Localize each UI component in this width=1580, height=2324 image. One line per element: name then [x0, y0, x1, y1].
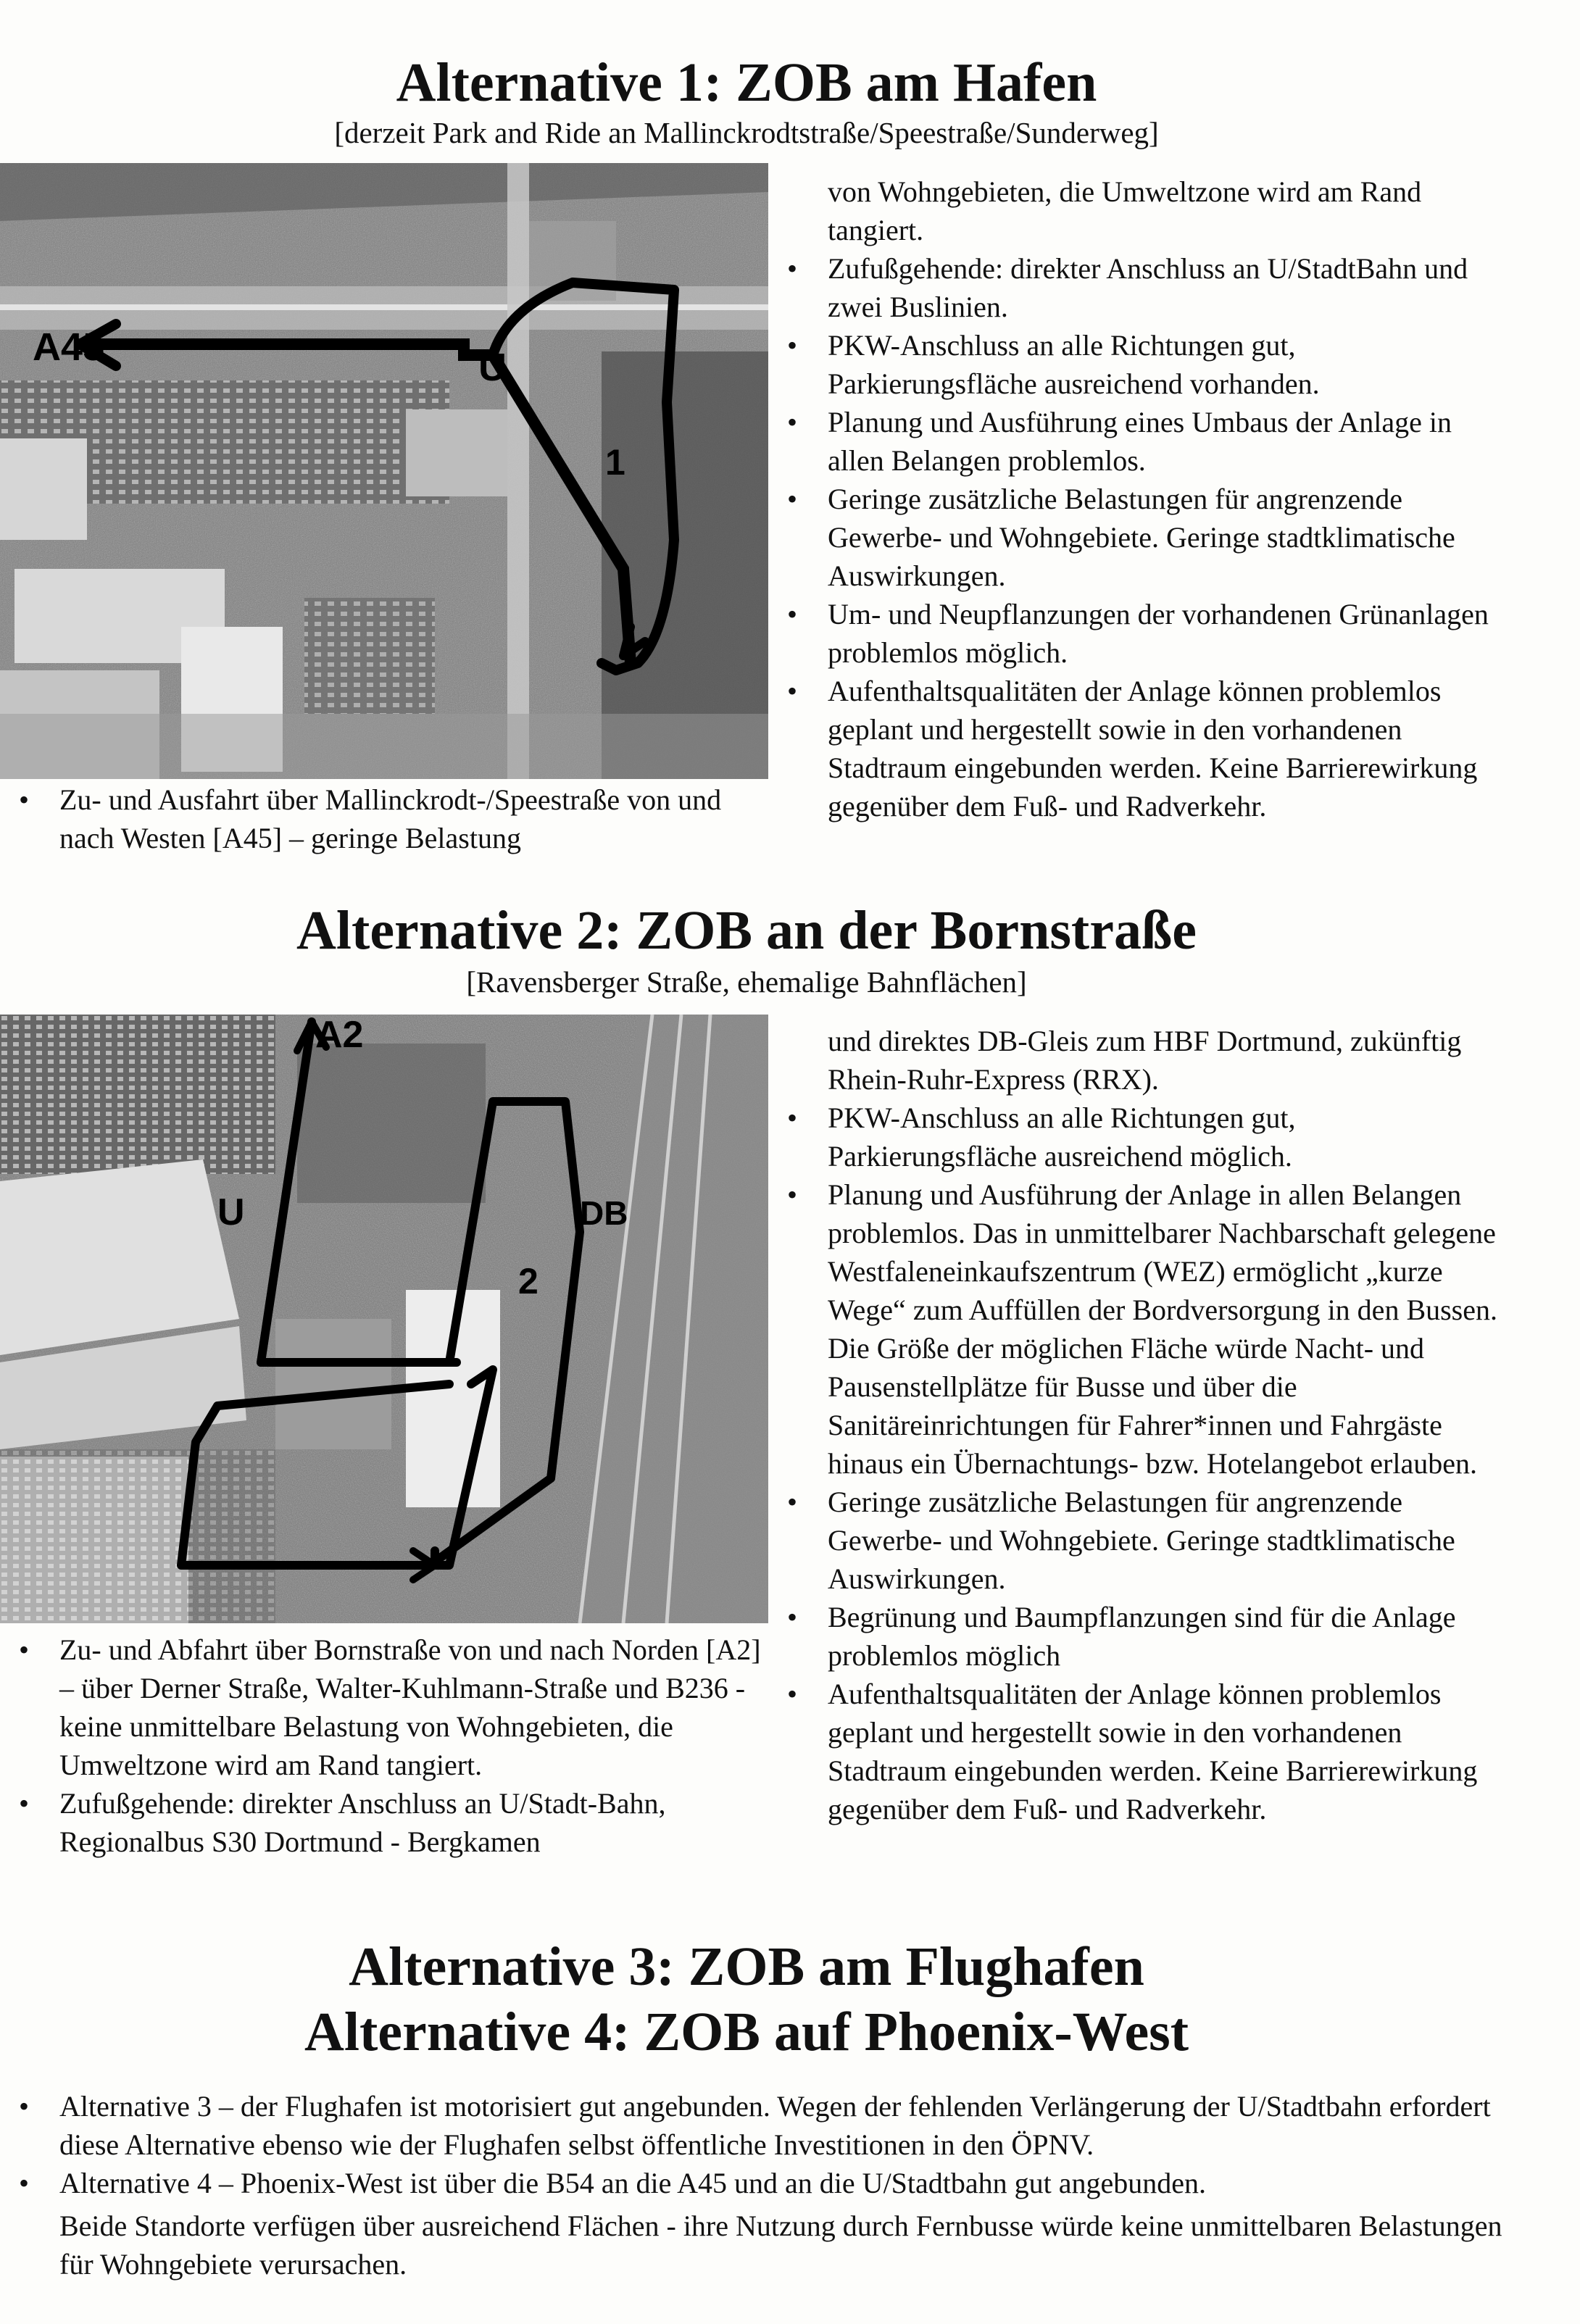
alt2-left-bullet: • Zu- und Abfahrt über Bornstraße von und nach Norden [A2] – über Derner Straße, Walter-Kuhlmann-Straße und B236 - keine unmittelbare Belastung von Wohngebieten, die Umweltzone wird am Rand tangiert. — [7, 1630, 761, 1784]
alt1-subtitle: [derzeit Park and Ride an Mallinckrodtstraße/Speestraße/Sunderweg] — [334, 116, 1159, 149]
alt2-aerial-photo — [0, 1015, 768, 1623]
alt2-right-bullet: • Aufenthaltsqualitäten der Anlage können problemlos geplant und hergestellt sowie in den vorhandenen Stadtraum eingebunden werden. Keine Barrierewirkung gegenüber dem Fuß- und Radverkehr. — [776, 1675, 1500, 1828]
alt1-left-bullet: • Zu- und Ausfahrt über Mallinckrodt-/Speestraße von und nach Westen [A45] – geringe Belastung — [7, 780, 768, 857]
alt2-right-bullet: • PKW-Anschluss an alle Richtungen gut, Parkierungsfläche ausreichend möglich. — [776, 1099, 1500, 1175]
alt1-right-bullet: • Planung und Ausführung eines Umbaus der Anlage in allen Belangen problemlos. — [776, 403, 1500, 480]
alt2-right-bullet: • Planung und Ausführung der Anlage in allen Belangen problemlos. Das in unmittelbarer Nachbarschaft gelegene Westfaleneinkaufszentrum (WEZ) ermöglicht „kurze Wege“ zum Auffüllen der Bordversorgung in den Bussen. Die Größe der möglichen Fläche würde Nacht- und Pausenstellplätze für Busse und über die Sanitäreinrichtungen für Fahrer*innen und Fahrgäste hinaus ein Übernachtungs- bzw. Hotelangebot erlauben. — [776, 1175, 1500, 1483]
alt1-left-text — [7, 780, 768, 857]
alt1-map-label-rail: U — [478, 346, 507, 389]
alt2-left-text — [7, 1630, 761, 1861]
alt1-right-bullet: • PKW-Anschluss an alle Richtungen gut, Parkierungsfläche ausreichend vorhanden. — [776, 326, 1500, 403]
alt34-closing: Beide Standorte verfügen über ausreichend Flächen - ihre Nutzung durch Fernbusse würde keine unmittelbaren Belastungen für Wohngebiete verursachen. — [59, 2210, 1502, 2281]
alt2-left-bullet: • Zufußgehende: direkter Anschluss an U/Stadt-Bahn, Regionalbus S30 Dortmund - Bergkamen — [7, 1784, 761, 1861]
alt2-right-text — [776, 1022, 1500, 1828]
alt2-map-label-road: A2 — [315, 1015, 364, 1056]
alt1-title: Alternative 1: ZOB am Hafen — [396, 52, 1097, 113]
alt3-title: Alternative 3: ZOB am Flughafen — [349, 1936, 1144, 1997]
alt1-right-bullet: • Um- und Neupflanzungen der vorhandenen Grünanlagen problemlos möglich. — [776, 595, 1500, 672]
alt2-right-continuation: und direktes DB-Gleis zum HBF Dortmund, zukünftig Rhein-Ruhr-Express (RRX). — [828, 1025, 1462, 1096]
alt1-map-label-road: A45 — [33, 325, 105, 369]
alt2-right-bullet: • Begrünung und Baumpflanzungen sind für die Anlage problemlos möglich — [776, 1598, 1500, 1675]
alt2-right-bullet: • Geringe zusätzliche Belastungen für angrenzende Gewerbe- und Wohngebiete. Geringe stadtklimatische Auswirkungen. — [776, 1483, 1500, 1598]
alt34-bullet: • Alternative 3 – der Flughafen ist motorisiert gut angebunden. Wegen der fehlenden Verlängerung der U/Stadtbahn erfordert diese Alternative ebenso wie der Flughafen selbst öffentliche Investitionen in den ÖPNV. — [7, 2087, 1529, 2164]
alt1-right-bullet: • Geringe zusätzliche Belastungen für angrenzende Gewerbe- und Wohngebiete. Geringe stadtklimatische Auswirkungen. — [776, 480, 1500, 595]
alt34-bullet: • Alternative 4 – Phoenix-West ist über die B54 an die A45 und an die U/Stadtbahn gut angebunden. — [7, 2164, 1529, 2202]
alt2-subtitle: [Ravensberger Straße, ehemalige Bahnflächen] — [466, 965, 1027, 999]
alt1-right-continuation: von Wohngebieten, die Umweltzone wird am Rand tangiert. — [828, 175, 1422, 246]
alt2-map-label-db: DB — [580, 1194, 628, 1232]
alt1-aerial-photo — [0, 163, 768, 779]
alt4-title: Alternative 4: ZOB auf Phoenix-West — [304, 2002, 1189, 2062]
alt1-right-text — [776, 172, 1500, 825]
alt2-title: Alternative 2: ZOB an der Bornstraße — [296, 900, 1197, 961]
alt34-text — [7, 2087, 1529, 2283]
alt2-map-label-site: 2 — [518, 1261, 539, 1301]
alt1-right-bullet: • Zufußgehende: direkter Anschluss an U/StadtBahn und zwei Buslinien. — [776, 249, 1500, 326]
alt1-right-bullet: • Aufenthaltsqualitäten der Anlage können problemlos geplant und hergestellt sowie in den vorhandenen Stadtraum eingebunden werden. Keine Barrierewirkung gegenüber dem Fuß- und Radverkehr. — [776, 672, 1500, 825]
alt1-map-label-site: 1 — [605, 442, 625, 483]
alt2-map-label-rail: U — [217, 1191, 245, 1233]
